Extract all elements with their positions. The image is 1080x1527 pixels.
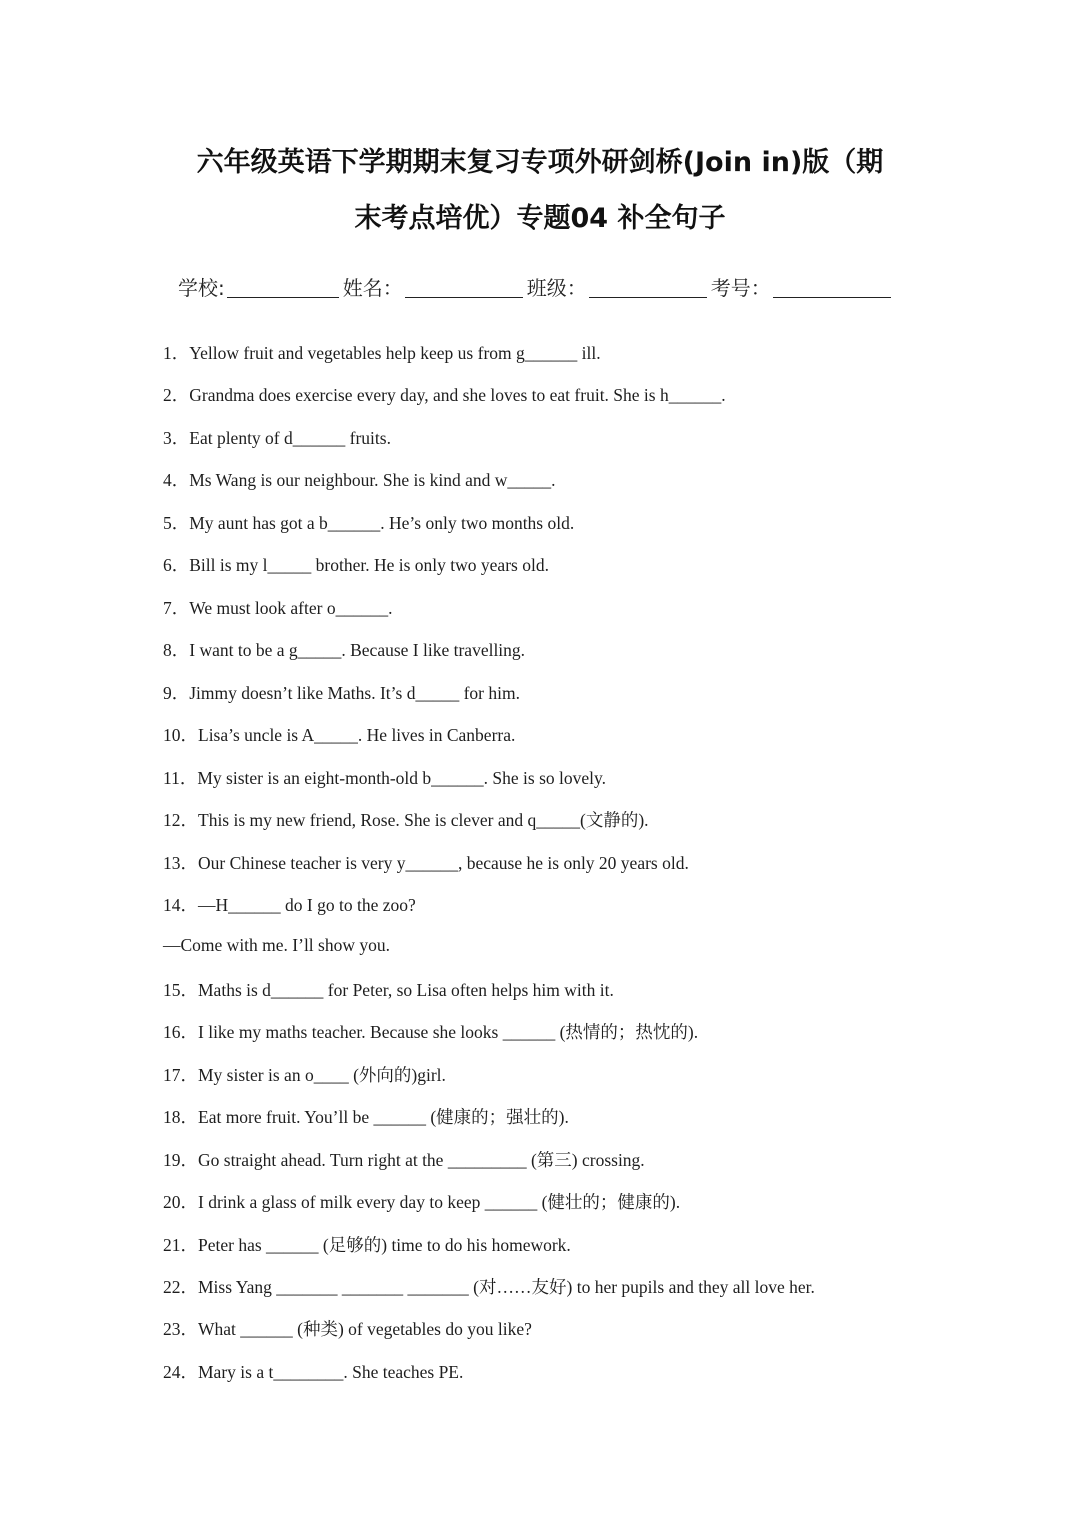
question-8: 8．I want to be a g_____. Because I like travelling. [163, 640, 526, 660]
name-label: 姓名： [342, 276, 403, 300]
question-16: 16．I like my maths teacher. Because she looks ______ (热情的；热忱的). [163, 1022, 699, 1042]
question-2: 2．Grandma does exercise every day, and she loves to eat fruit. She is h______. [163, 385, 726, 405]
question-1: 1．Yellow fruit and vegetables help keep us from g______ ill. [163, 343, 601, 363]
question-23: 23．What ______ (种类) of vegetables do you like? [163, 1319, 532, 1339]
question-18: 18．Eat more fruit. You’ll be ______ (健康的；强壮的). [163, 1107, 569, 1127]
question-14-answer-line: —Come with me. I’ll show you. [163, 935, 390, 955]
question-17: 17．My sister is an o____ (外向的)girl. [163, 1065, 446, 1085]
question-12: 12．This is my new friend, Rose. She is clever and q_____(文静的). [163, 810, 649, 830]
question-20: 20．I drink a glass of milk every day to keep ______ (健壮的；健康的). [163, 1192, 681, 1212]
question-19: 19．Go straight ahead. Turn right at the _________ (第三) crossing. [163, 1150, 645, 1170]
question-4: 4．Ms Wang is our neighbour. She is kind and w_____. [163, 470, 556, 490]
page-title-line-2: 末考点培优）专题04 补全句子 [354, 203, 726, 234]
question-6: 6．Bill is my l_____ brother. He is only two years old. [163, 555, 549, 575]
page-title-line-1: 六年级英语下学期期末复习专项外研剑桥(Join in)版（期 [196, 147, 884, 178]
question-9: 9．Jimmy doesn’t like Maths. It’s d_____ for him. [163, 683, 520, 703]
question-13: 13．Our Chinese teacher is very y______, because he is only 20 years old. [163, 853, 689, 873]
question-11: 11．My sister is an eight-month-old b______. She is so lovely. [163, 768, 606, 788]
class-label: 班级： [526, 276, 587, 300]
exam-number-label: 考号： [710, 276, 771, 300]
class-blank [589, 275, 707, 298]
school-label: 学校: [178, 276, 225, 300]
question-10: 10．Lisa’s uncle is A_____. He lives in Canberra. [163, 725, 516, 745]
school-blank [227, 275, 339, 298]
question-3: 3．Eat plenty of d______ fruits. [163, 428, 391, 448]
student-info-row [178, 272, 918, 301]
question-5: 5．My aunt has got a b______. He’s only two months old. [163, 513, 575, 533]
question-22: 22．Miss Yang _______ _______ _______ (对……友好) to her pupils and they all love her. [163, 1277, 815, 1297]
exam-number-blank [773, 275, 891, 298]
question-7: 7．We must look after o______. [163, 598, 393, 618]
question-24: 24．Mary is a t________. She teaches PE. [163, 1362, 464, 1382]
question-15: 15．Maths is d______ for Peter, so Lisa often helps him with it. [163, 980, 614, 1000]
name-blank [405, 275, 523, 298]
question-14: 14．—H______ do I go to the zoo? [163, 895, 416, 915]
question-21: 21．Peter has ______ (足够的) time to do his homework. [163, 1235, 571, 1255]
